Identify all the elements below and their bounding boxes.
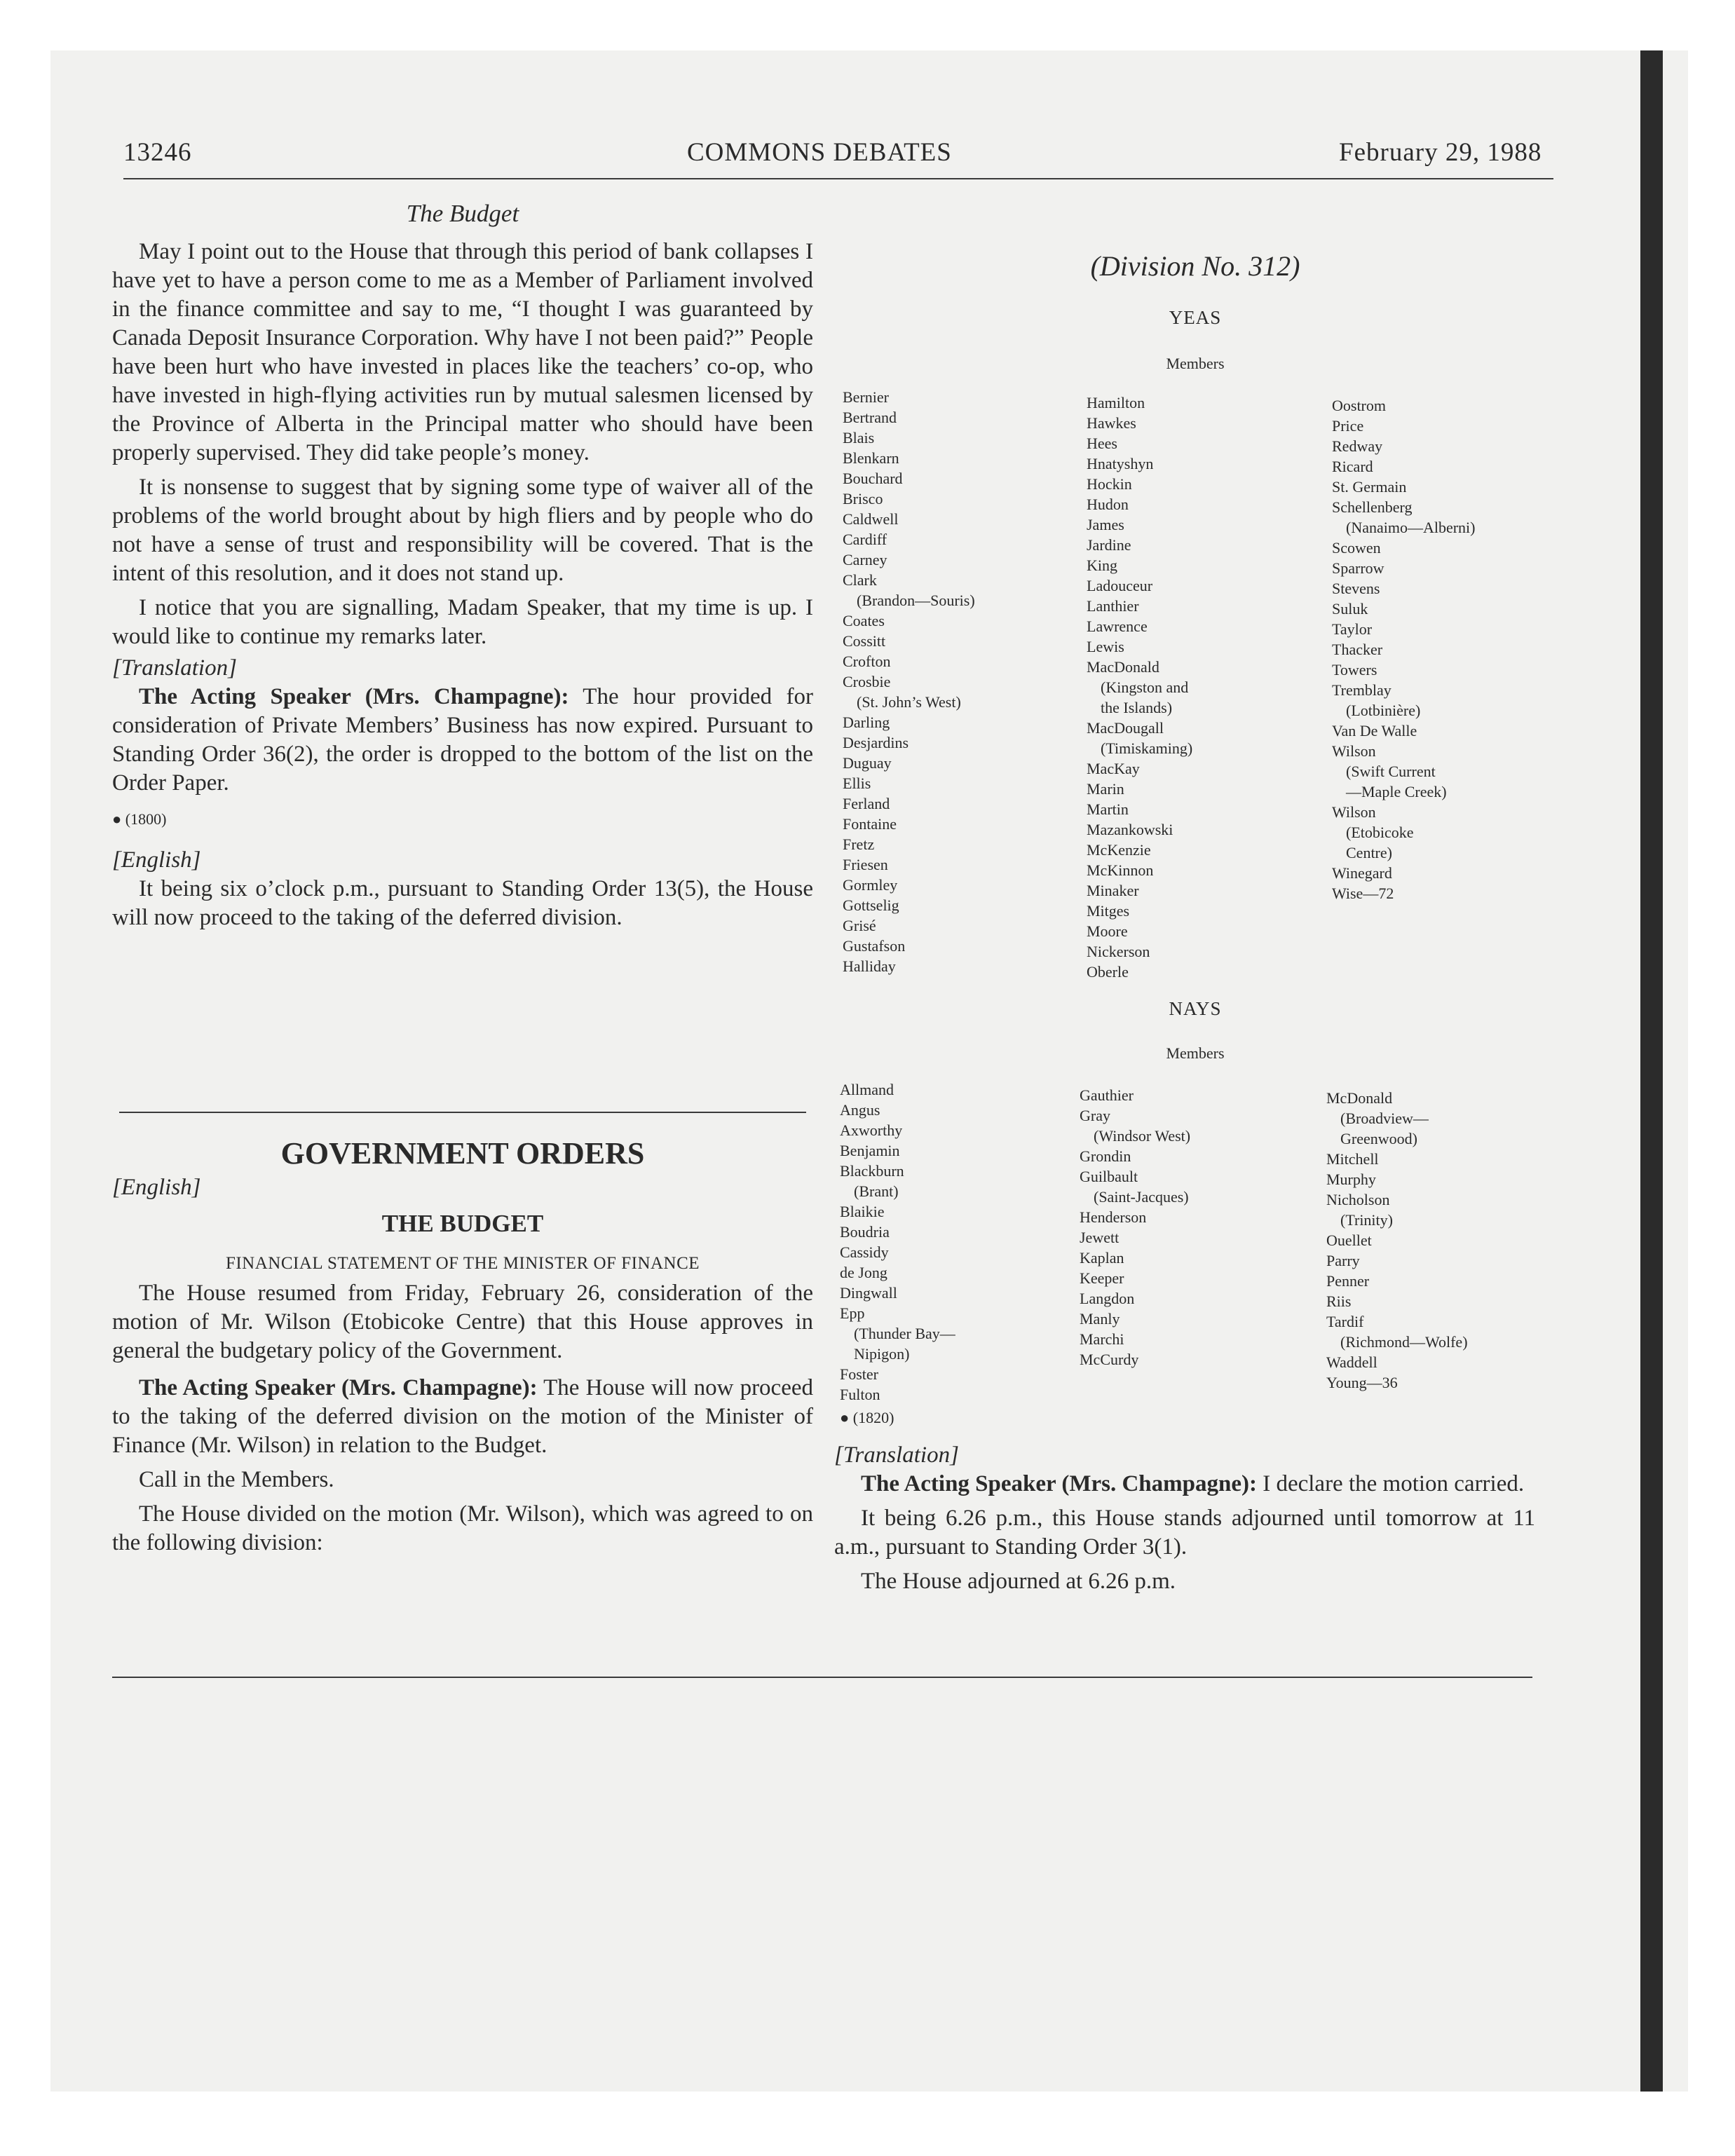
speaker-text: The House will now proceed to the taking of the deferred division on the motion of the Minister of Finance (Mr. Wilson) in relation to the Budget. xyxy=(112,1375,813,1458)
paragraph-signalling: I notice that you are signalling, Madam Speaker, that my time is up. I would like to continue my remarks later. xyxy=(112,595,813,649)
member-name: Grondin xyxy=(1080,1147,1131,1165)
member-name: —Maple Creek) xyxy=(1346,783,1447,800)
member-name: Marchi xyxy=(1080,1330,1124,1348)
member-name: Blenkarn xyxy=(843,449,899,467)
member-name: Towers xyxy=(1332,661,1377,678)
member-name: Jardine xyxy=(1087,536,1131,554)
speaker-name: The Acting Speaker (Mrs. Champagne): xyxy=(139,684,569,709)
member-name: (Saint-Jacques) xyxy=(1094,1188,1189,1206)
member-name: Angus xyxy=(840,1101,880,1119)
member-name: Nickerson xyxy=(1087,943,1150,960)
member-name: MacKay xyxy=(1087,760,1140,777)
member-name: James xyxy=(1087,516,1124,533)
member-name: Fretz xyxy=(843,835,875,853)
member-name: (Brandon—Souris) xyxy=(857,592,975,609)
member-name: Brisco xyxy=(843,490,883,507)
nays-column-2 xyxy=(1080,1085,1311,1370)
member-name: Lewis xyxy=(1087,638,1124,655)
running-head: The Budget xyxy=(406,200,519,227)
member-name: Cassidy xyxy=(840,1243,889,1261)
member-name: (St. John’s West) xyxy=(857,693,961,711)
member-name: McDonald xyxy=(1326,1089,1393,1107)
member-name: Desjardins xyxy=(843,734,909,751)
bullet-icon: ● xyxy=(840,1409,853,1426)
member-name: Schellenberg xyxy=(1332,498,1413,516)
yeas-column-3 xyxy=(1332,395,1563,903)
time-marker: ● (1800) xyxy=(112,810,167,828)
member-name: Nicholson xyxy=(1326,1191,1390,1208)
member-name: (Timiskaming) xyxy=(1101,739,1193,757)
paragraph-house-divided: The House divided on the motion (Mr. Wilson), which was agreed to on the following division: xyxy=(112,1501,813,1555)
bullet-icon: ● xyxy=(112,810,125,828)
page-date: February 29, 1988 xyxy=(1339,138,1542,167)
paragraph-nonsense: It is nonsense to suggest that by signing some type of waiver all of the problems of the world brought about by high fliers and by people who do not have a sense of trust and responsibility will be covered. That is the intent of this resolution, and it does not stand up. xyxy=(112,475,813,586)
member-name: Gray xyxy=(1080,1107,1110,1124)
member-name: Minaker xyxy=(1087,882,1139,899)
paragraph-acting-speaker-2 xyxy=(112,1374,813,1460)
member-name: Langdon xyxy=(1080,1290,1135,1307)
nays-column-3 xyxy=(1326,1088,1558,1393)
member-name: Wilson xyxy=(1332,803,1376,821)
member-name: Darling xyxy=(843,714,890,731)
member-name: the Islands) xyxy=(1101,699,1173,716)
member-name: Cossitt xyxy=(843,632,886,650)
member-name: Allmand xyxy=(840,1081,894,1098)
member-name: (Brant) xyxy=(854,1182,899,1200)
member-name: Hawkes xyxy=(1087,414,1136,432)
member-name: Epp xyxy=(840,1304,865,1322)
time-marker: ● (1820) xyxy=(840,1409,894,1426)
member-name: Benjamin xyxy=(840,1142,900,1159)
speaker-text: I declare the motion carried. xyxy=(1256,1471,1525,1496)
member-name: Murphy xyxy=(1326,1171,1376,1188)
member-name: Van De Walle xyxy=(1332,722,1417,739)
paragraph-acting-speaker-1 xyxy=(112,683,813,798)
member-name: Greenwood) xyxy=(1340,1130,1417,1147)
member-name: Redway xyxy=(1332,437,1383,455)
statement-title: FINANCIAL STATEMENT OF THE MINISTER OF FINANCE xyxy=(225,1254,700,1273)
member-name: Dingwall xyxy=(840,1284,897,1302)
member-name: Price xyxy=(1332,417,1364,435)
member-name: Ricard xyxy=(1332,458,1373,475)
member-name: Hees xyxy=(1087,435,1117,452)
right-column-lower xyxy=(834,1441,1535,1596)
header-rule xyxy=(123,178,1553,179)
member-name: Wise—72 xyxy=(1332,885,1394,902)
member-name: Scowen xyxy=(1332,539,1381,557)
member-name: Blais xyxy=(843,429,875,446)
speaker-name: The Acting Speaker (Mrs. Champagne): xyxy=(861,1471,1257,1496)
member-name: Coates xyxy=(843,612,885,629)
member-name: de Jong xyxy=(840,1264,887,1281)
member-name: Hudon xyxy=(1087,496,1129,513)
member-name: Young—36 xyxy=(1326,1374,1398,1391)
member-name: Hamilton xyxy=(1087,394,1145,411)
member-name: Thacker xyxy=(1332,641,1383,658)
member-name: Fulton xyxy=(840,1386,880,1403)
member-name: Moore xyxy=(1087,922,1128,940)
paragraph-acting-speaker-3 xyxy=(834,1470,1535,1499)
translation-tag: [Translation] xyxy=(112,655,237,681)
member-name: Guilbault xyxy=(1080,1168,1138,1185)
member-name: Boudria xyxy=(840,1223,890,1241)
member-name: Friesen xyxy=(843,856,888,873)
member-name: Parry xyxy=(1326,1252,1360,1269)
paragraph-house-adjourned: The House adjourned at 6.26 p.m. xyxy=(861,1569,1176,1594)
paragraph-adjourned-until: It being 6.26 p.m., this House stands adjourned until tomorrow at 11 a.m., pursuant to Standing Order 3(1). xyxy=(834,1506,1535,1560)
member-name: Fontaine xyxy=(843,815,897,833)
translation-tag: [Translation] xyxy=(834,1442,959,1468)
english-tag: [English] xyxy=(112,1175,201,1200)
member-name: Martin xyxy=(1087,800,1129,818)
member-name: Tardif xyxy=(1326,1313,1364,1330)
member-name: Duguay xyxy=(843,754,892,772)
nays-column-1 xyxy=(840,1079,1071,1405)
member-name: Kaplan xyxy=(1080,1249,1124,1267)
page-number: 13246 xyxy=(123,138,192,167)
member-name: Foster xyxy=(840,1365,878,1383)
member-name: Blaikie xyxy=(840,1203,885,1220)
yeas-column-2 xyxy=(1087,393,1318,982)
member-name: Suluk xyxy=(1332,600,1368,618)
member-name: Keeper xyxy=(1080,1269,1124,1287)
english-tag: [English] xyxy=(112,847,201,873)
member-name: Oberle xyxy=(1087,963,1129,981)
member-name: Clark xyxy=(843,571,877,589)
member-name: Gauthier xyxy=(1080,1086,1134,1104)
member-name: Blackburn xyxy=(840,1162,904,1180)
member-name: Gottselig xyxy=(843,896,899,914)
publication-title: COMMONS DEBATES xyxy=(687,138,952,167)
member-name: Grisé xyxy=(843,917,876,934)
member-name: (Thunder Bay— xyxy=(854,1325,955,1342)
member-name: Marin xyxy=(1087,780,1124,798)
member-name: Ouellet xyxy=(1326,1231,1372,1249)
member-name: Jewett xyxy=(1080,1229,1120,1246)
member-name: Bouchard xyxy=(843,470,903,487)
member-name: (Lotbinière) xyxy=(1346,702,1421,719)
section-rule xyxy=(119,1112,806,1113)
speaker-text: The hour provided for consideration of Private Members’ Business has now expired. Pursuant to Standing Order 36(2), the order is dropped to the bottom of the list on the Order Paper. xyxy=(112,684,814,796)
member-name: (Windsor West) xyxy=(1094,1127,1191,1145)
member-name: Ferland xyxy=(843,795,890,812)
member-name: Ellis xyxy=(843,775,871,792)
left-column-lower xyxy=(112,1134,813,1557)
member-name: (Nanaimo—Alberni) xyxy=(1346,519,1476,536)
member-name: MacDougall xyxy=(1087,719,1164,737)
member-name: (Richmond—Wolfe) xyxy=(1340,1333,1468,1351)
member-name: (Trinity) xyxy=(1340,1211,1393,1229)
paragraph-house-resumed: The House resumed from Friday, February 26, consideration of the motion of Mr. Wilson (Etobicoke Centre) that this House approves in general the budgetary policy of the Government. xyxy=(112,1281,813,1363)
member-name: Riis xyxy=(1326,1292,1352,1310)
member-name: Hockin xyxy=(1087,475,1132,493)
speaker-name: The Acting Speaker (Mrs. Champagne): xyxy=(139,1375,538,1400)
member-name: Bernier xyxy=(843,388,889,406)
member-name: Tremblay xyxy=(1332,681,1392,699)
member-name: Oostrom xyxy=(1332,397,1386,414)
member-name: Waddell xyxy=(1326,1353,1377,1371)
member-name: Stevens xyxy=(1332,580,1380,597)
yeas-label: YEAS xyxy=(1169,307,1222,328)
member-name: Caldwell xyxy=(843,510,899,528)
member-name: Lanthier xyxy=(1087,597,1139,615)
subsection-title: THE BUDGET xyxy=(381,1210,544,1237)
member-name: McKenzie xyxy=(1087,841,1151,859)
member-name: King xyxy=(1087,557,1117,574)
member-name: Sparrow xyxy=(1332,559,1384,577)
member-name: Mitges xyxy=(1087,902,1130,920)
member-name: Ladouceur xyxy=(1087,577,1153,594)
member-name: Crosbie xyxy=(843,673,891,690)
member-name: Crofton xyxy=(843,653,891,670)
division-title: (Division No. 312) xyxy=(1090,250,1300,282)
member-name: Wilson xyxy=(1332,742,1376,760)
member-name: MacDonald xyxy=(1087,658,1159,676)
paragraph-six-oclock: It being six o’clock p.m., pursuant to Standing Order 13(5), the House will now proceed to the taking of the deferred division. xyxy=(112,876,813,930)
member-name: Penner xyxy=(1326,1272,1370,1290)
member-name: Henderson xyxy=(1080,1208,1147,1226)
member-name: Centre) xyxy=(1346,844,1392,861)
member-name: Lawrence xyxy=(1087,618,1148,635)
member-name: (Kingston and xyxy=(1101,678,1189,696)
member-name: (Swift Current xyxy=(1346,763,1436,780)
member-name: (Broadview— xyxy=(1340,1110,1429,1127)
bottom-rule xyxy=(112,1677,1532,1678)
member-name: Taylor xyxy=(1332,620,1373,638)
nays-members-label: Members xyxy=(1166,1044,1225,1062)
member-name: McKinnon xyxy=(1087,861,1154,879)
member-name: Mitchell xyxy=(1326,1150,1379,1168)
book-spine-shadow xyxy=(1640,50,1663,2092)
member-name: Bertrand xyxy=(843,409,897,426)
nays-label: NAYS xyxy=(1169,998,1222,1019)
yeas-column-1 xyxy=(843,387,1074,976)
paragraph-call-in: Call in the Members. xyxy=(139,1467,334,1492)
member-name: Carney xyxy=(843,551,887,568)
left-column-upper xyxy=(112,199,813,932)
member-name: (Etobicoke xyxy=(1346,824,1414,841)
member-name: Gustafson xyxy=(843,937,906,955)
member-name: Winegard xyxy=(1332,864,1392,882)
section-title: GOVERNMENT ORDERS xyxy=(280,1136,645,1171)
paragraph-bank-collapses: May I point out to the House that through this period of bank collapses I have yet to have a person come to me as a Member of Parliament involved in the finance committee and say to me, “I thought I was guaranteed by Canada Deposit Insurance Corporation. Why have I not been paid?” People have been hurt who have invested in places like the teachers’ co-op, who have invested in high-flying activities run by mutual salesmen licensed by the Province of Alberta in the Principal matter who should have been properly supervised. They did take people’s money. xyxy=(112,239,813,465)
member-name: Mazankowski xyxy=(1087,821,1173,838)
member-name: Gormley xyxy=(843,876,898,894)
member-name: McCurdy xyxy=(1080,1351,1139,1368)
member-name: Manly xyxy=(1080,1310,1120,1328)
member-name: Hnatyshyn xyxy=(1087,455,1154,472)
member-name: Axworthy xyxy=(840,1121,903,1139)
yeas-members-label: Members xyxy=(1166,355,1225,372)
member-name: Cardiff xyxy=(843,531,887,548)
member-name: St. Germain xyxy=(1332,478,1407,496)
member-name: Nipigon) xyxy=(854,1345,910,1363)
member-name: Halliday xyxy=(843,957,896,975)
